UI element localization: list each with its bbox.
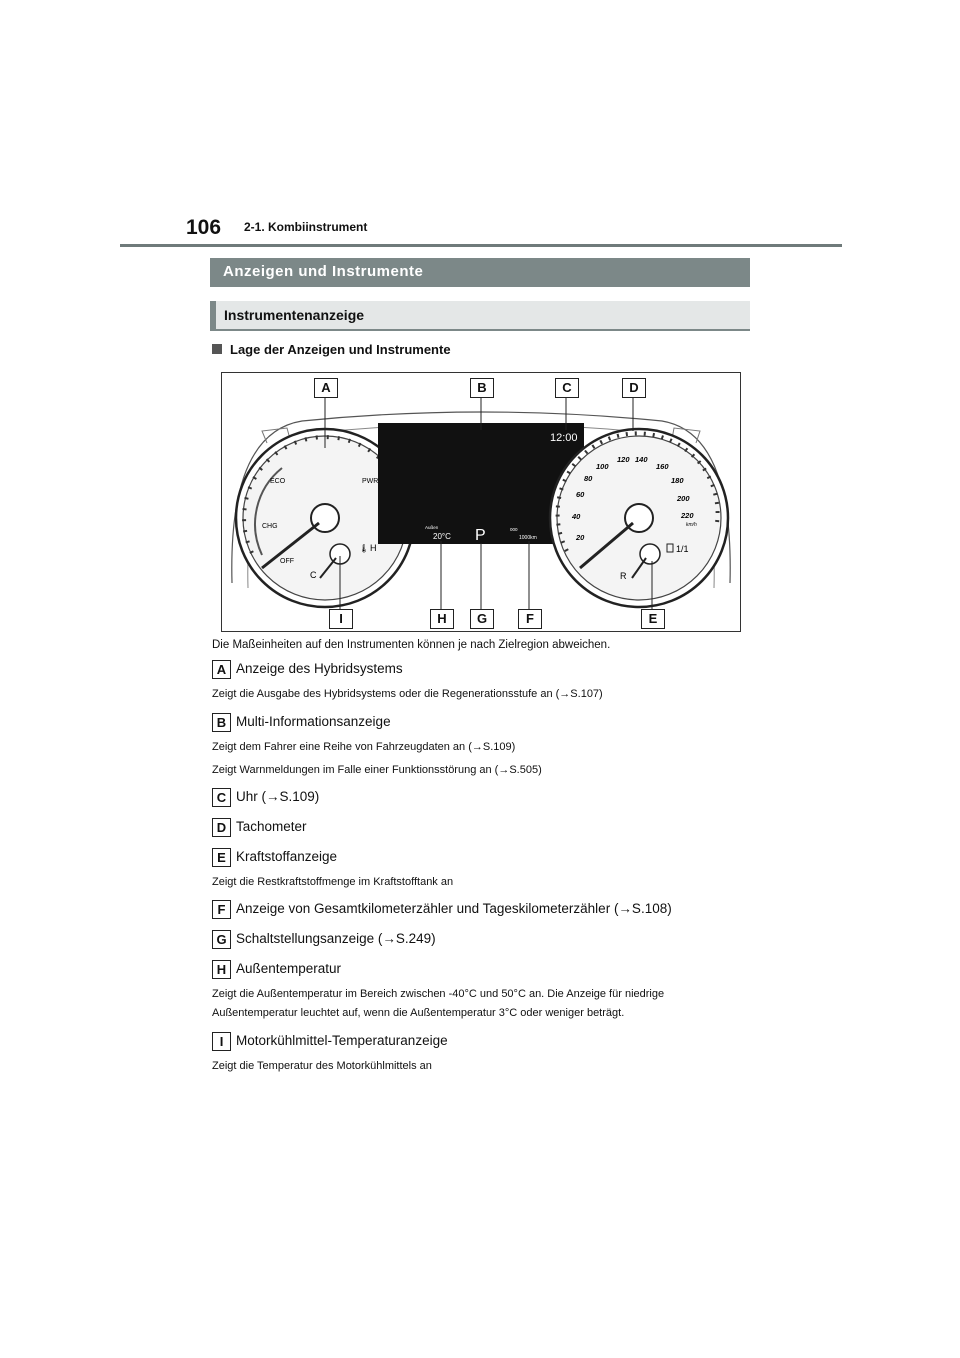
item-e-title: Kraftstoffanzeige — [236, 849, 338, 865]
instrument-cluster-figure — [221, 372, 741, 632]
coolant-temp-icon: 🌡 — [359, 544, 370, 553]
display-outside-temp: 20°C — [433, 532, 451, 541]
item-g-badge: G — [212, 930, 231, 949]
callout-a: A — [314, 378, 338, 398]
item-h-desc-1: Zeigt die Außentemperatur im Bereich zwischen -40°C und 50°C an. Die Anzeige für niedrige — [212, 988, 665, 1000]
item-i-title: Motorkühlmittel-Temperaturanzeige — [236, 1033, 448, 1049]
item-a-badge: A — [212, 660, 231, 679]
left-gauge-chg-label: CHG — [262, 523, 278, 530]
item-b-desc-2: Zeigt Warnmeldungen im Falle einer Funktionsstörung an (→S.505) — [212, 764, 542, 776]
header-rule — [120, 244, 842, 247]
item-d-title: Tachometer — [236, 819, 307, 835]
temp-gauge-hot-label: H — [370, 543, 377, 553]
section-title: Anzeigen und Instrumente — [223, 263, 424, 280]
figure-heading-text: Lage der Anzeigen und Instrumente — [230, 342, 451, 357]
square-bullet-icon — [212, 344, 222, 354]
display-gear: P — [475, 527, 486, 544]
speed-tick-label: 160 — [656, 462, 669, 471]
item-c — [212, 788, 319, 807]
subsection-title: Instrumentenanzeige — [224, 307, 365, 323]
chapter-title: 2-1. Kombiinstrument — [244, 220, 368, 234]
page-number: 106 — [186, 216, 222, 239]
item-f-badge: F — [212, 900, 231, 919]
fuel-gauge-full-label: 1/1 — [676, 544, 689, 554]
item-b-desc-1: Zeigt dem Fahrer eine Reihe von Fahrzeugdaten an (→S.109) — [212, 741, 516, 753]
left-gauge-eco-label: ECO — [270, 478, 286, 485]
fuel-gauge-empty-label: R — [620, 571, 627, 581]
item-a-title: Anzeige des Hybridsystems — [236, 661, 403, 677]
callout-c: C — [555, 378, 579, 398]
display-odometer: 1000km — [519, 535, 537, 541]
item-i — [212, 1032, 448, 1051]
speed-tick-label: 100 — [596, 462, 609, 471]
speed-tick-label: 40 — [572, 512, 581, 521]
speed-tick-label: 20 — [576, 533, 585, 542]
callout-i: I — [329, 609, 353, 629]
speed-tick-label: 140 — [635, 455, 648, 464]
item-h-desc-2: Außentemperatur leuchtet auf, wenn die Außentemperatur 3°C oder weniger beträgt. — [212, 1007, 625, 1019]
callout-d: D — [622, 378, 646, 398]
section-bar — [210, 258, 750, 287]
speed-tick-label: 120 — [617, 455, 630, 464]
item-i-badge: I — [212, 1032, 231, 1051]
figure-caption: Die Maßeinheiten auf den Instrumenten können je nach Zielregion abweichen. — [212, 639, 611, 651]
speed-tick-label: 80 — [584, 474, 593, 483]
item-g — [212, 930, 436, 949]
speed-tick-label: 220 — [681, 511, 694, 520]
item-g-title: Schaltstellungsanzeige (→S.249) — [236, 931, 436, 947]
left-gauge-pwr-label: PWR — [362, 478, 379, 485]
speed-unit-label: km/h — [686, 522, 697, 528]
item-f — [212, 900, 672, 919]
item-h-title: Außentemperatur — [236, 961, 342, 977]
item-e — [212, 848, 337, 867]
item-b-title: Multi-Informationsanzeige — [236, 714, 391, 730]
item-c-title: Uhr (→S.109) — [236, 789, 320, 805]
item-e-badge: E — [212, 848, 231, 867]
speed-tick-label: 180 — [671, 476, 684, 485]
item-h-badge: H — [212, 960, 231, 979]
item-d-badge: D — [212, 818, 231, 837]
item-b — [212, 713, 391, 732]
cluster-illustration — [222, 373, 740, 631]
callout-g: G — [470, 609, 494, 629]
item-b-badge: B — [212, 713, 231, 732]
item-c-badge: C — [212, 788, 231, 807]
callout-b: B — [470, 378, 494, 398]
display-clock: 12:00 — [550, 432, 578, 444]
item-a-desc: Zeigt die Ausgabe des Hybridsystems oder die Regenerationsstufe an (→S.107) — [212, 688, 603, 700]
item-f-title: Anzeige von Gesamtkilometerzähler und Tageskilometerzähler (→S.108) — [236, 901, 672, 917]
figure-heading — [212, 342, 451, 357]
display-outside-label: Außen — [425, 525, 439, 530]
speed-tick-label: 60 — [576, 490, 585, 499]
speed-tick-label: 200 — [677, 494, 690, 503]
callout-f: F — [518, 609, 542, 629]
temp-gauge-cold-label: C — [310, 570, 317, 580]
subsection-bar — [210, 301, 750, 331]
item-h — [212, 960, 341, 979]
item-a — [212, 660, 403, 679]
callout-e: E — [641, 609, 665, 629]
item-i-desc: Zeigt die Temperatur des Motorkühlmittels an — [212, 1060, 432, 1072]
item-e-desc: Zeigt die Restkraftstoffmenge im Kraftstofftank an — [212, 876, 454, 888]
callout-h: H — [430, 609, 454, 629]
display-trip-label: 000 — [510, 527, 518, 532]
left-gauge-off-label: OFF — [280, 558, 294, 565]
item-d — [212, 818, 307, 837]
